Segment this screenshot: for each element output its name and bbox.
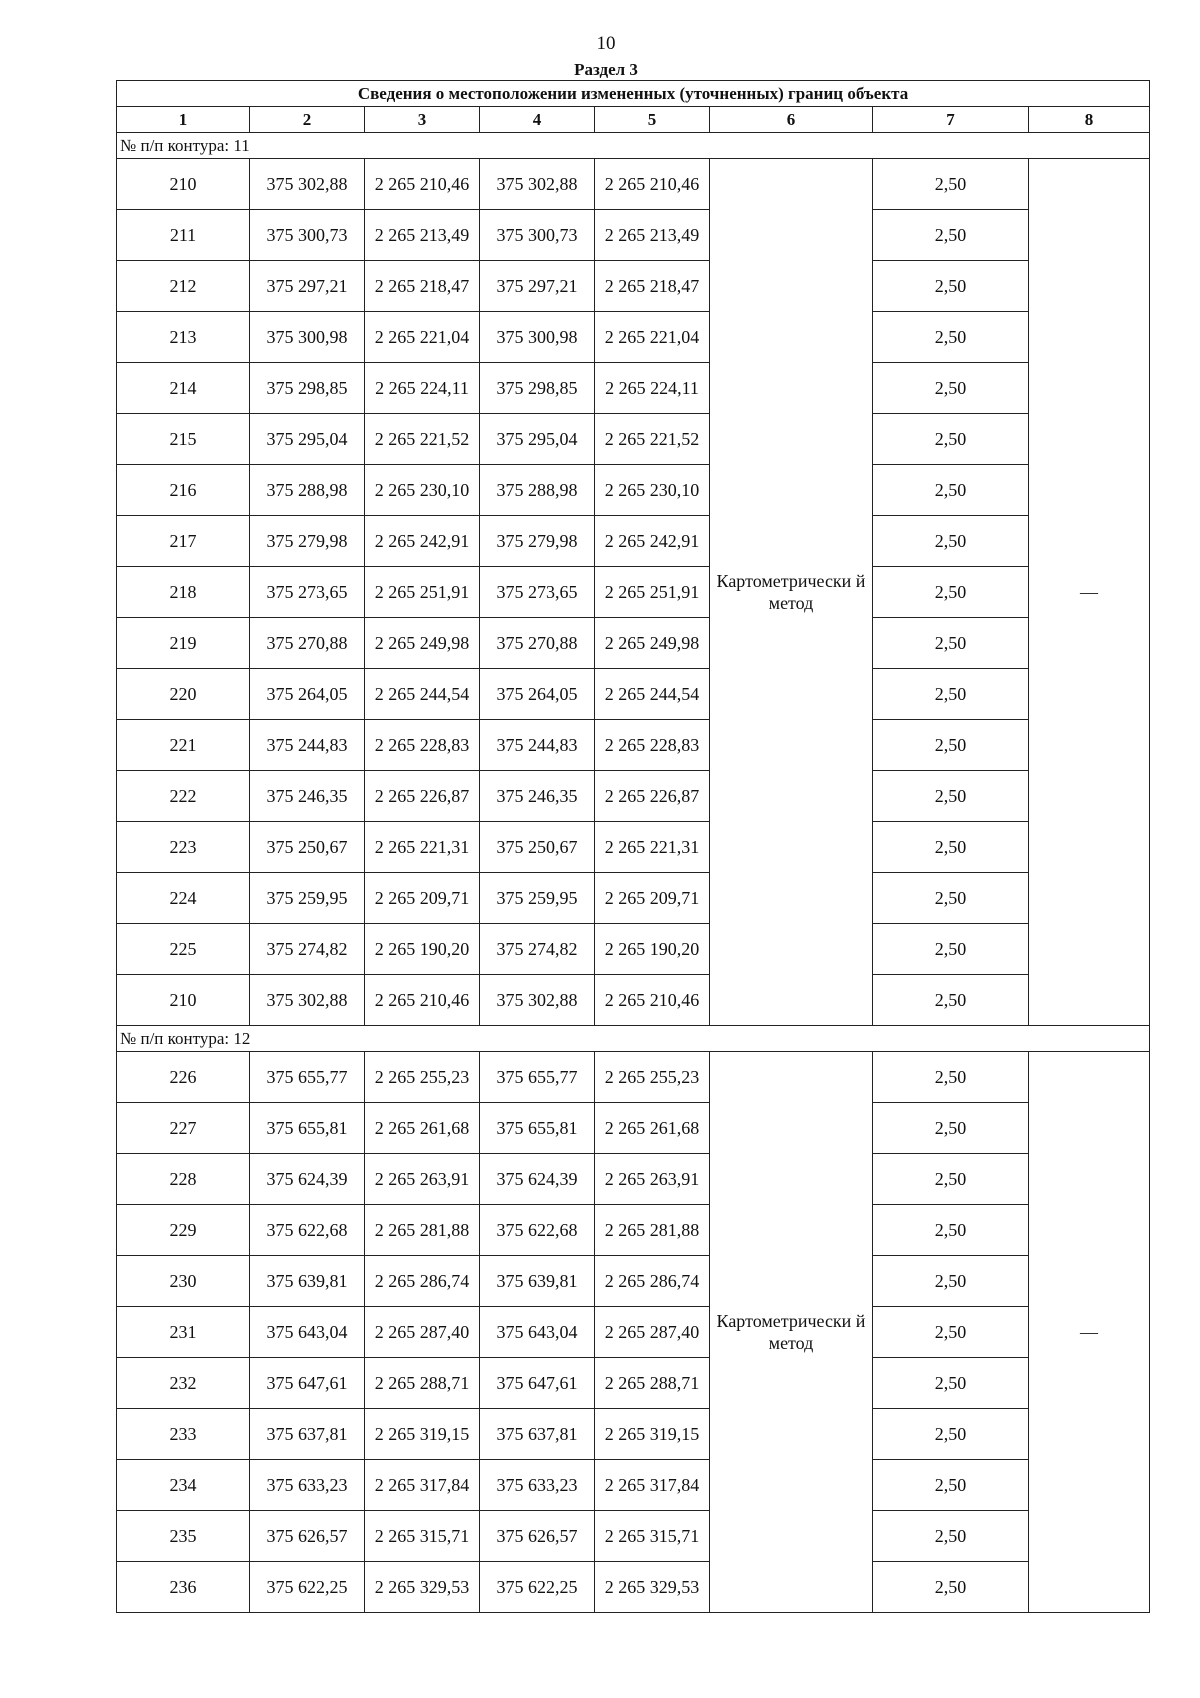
table-row (117, 261, 1150, 312)
point-number: 222 (117, 771, 250, 822)
x-coordinate-refined: 375 647,61 (480, 1358, 595, 1409)
y-coordinate-refined: 2 265 190,20 (595, 924, 710, 975)
x-coordinate-refined: 375 246,35 (480, 771, 595, 822)
x-coordinate-existing: 375 244,83 (250, 720, 365, 771)
x-coordinate-existing: 375 655,77 (250, 1052, 365, 1103)
y-coordinate-refined: 2 265 210,46 (595, 975, 710, 1026)
x-coordinate-refined: 375 302,88 (480, 159, 595, 210)
y-coordinate-existing: 2 265 255,23 (365, 1052, 480, 1103)
x-coordinate-existing: 375 637,81 (250, 1409, 365, 1460)
y-coordinate-refined: 2 265 218,47 (595, 261, 710, 312)
note-dash: — (1029, 1052, 1150, 1613)
x-coordinate-existing: 375 295,04 (250, 414, 365, 465)
x-coordinate-existing: 375 279,98 (250, 516, 365, 567)
accuracy-mt: 2,50 (873, 720, 1029, 771)
y-coordinate-existing: 2 265 287,40 (365, 1307, 480, 1358)
table-row (117, 159, 1150, 210)
y-coordinate-existing: 2 265 251,91 (365, 567, 480, 618)
point-number: 227 (117, 1103, 250, 1154)
y-coordinate-refined: 2 265 288,71 (595, 1358, 710, 1409)
x-coordinate-existing: 375 270,88 (250, 618, 365, 669)
y-coordinate-existing: 2 265 286,74 (365, 1256, 480, 1307)
accuracy-mt: 2,50 (873, 1205, 1029, 1256)
table-row (117, 1460, 1150, 1511)
x-coordinate-existing: 375 302,88 (250, 159, 365, 210)
determination-method: Картометрически й метод (710, 1052, 873, 1613)
x-coordinate-refined: 375 626,57 (480, 1511, 595, 1562)
table-row (117, 822, 1150, 873)
accuracy-mt: 2,50 (873, 1409, 1029, 1460)
point-number: 219 (117, 618, 250, 669)
x-coordinate-existing: 375 655,81 (250, 1103, 365, 1154)
point-number: 224 (117, 873, 250, 924)
point-number: 230 (117, 1256, 250, 1307)
contour-header-row (117, 133, 1150, 159)
x-coordinate-refined: 375 295,04 (480, 414, 595, 465)
table-row (117, 516, 1150, 567)
y-coordinate-refined: 2 265 221,52 (595, 414, 710, 465)
point-number: 218 (117, 567, 250, 618)
y-coordinate-existing: 2 265 224,11 (365, 363, 480, 414)
y-coordinate-existing: 2 265 210,46 (365, 975, 480, 1026)
y-coordinate-existing: 2 265 213,49 (365, 210, 480, 261)
accuracy-mt: 2,50 (873, 924, 1029, 975)
y-coordinate-existing: 2 265 244,54 (365, 669, 480, 720)
x-coordinate-refined: 375 639,81 (480, 1256, 595, 1307)
y-coordinate-existing: 2 265 190,20 (365, 924, 480, 975)
table-caption-row (117, 81, 1150, 107)
accuracy-mt: 2,50 (873, 363, 1029, 414)
table-row (117, 210, 1150, 261)
x-coordinate-existing: 375 259,95 (250, 873, 365, 924)
accuracy-mt: 2,50 (873, 516, 1029, 567)
y-coordinate-refined: 2 265 226,87 (595, 771, 710, 822)
x-coordinate-existing: 375 626,57 (250, 1511, 365, 1562)
x-coordinate-refined: 375 302,88 (480, 975, 595, 1026)
x-coordinate-refined: 375 288,98 (480, 465, 595, 516)
x-coordinate-refined: 375 300,73 (480, 210, 595, 261)
y-coordinate-existing: 2 265 249,98 (365, 618, 480, 669)
x-coordinate-refined: 375 622,68 (480, 1205, 595, 1256)
x-coordinate-existing: 375 298,85 (250, 363, 365, 414)
table-row (117, 363, 1150, 414)
point-number: 220 (117, 669, 250, 720)
table-caption: Сведения о местоположении измененных (уточненных) границ объекта (117, 81, 1150, 107)
x-coordinate-refined: 375 273,65 (480, 567, 595, 618)
accuracy-mt: 2,50 (873, 873, 1029, 924)
y-coordinate-existing: 2 265 230,10 (365, 465, 480, 516)
accuracy-mt: 2,50 (873, 1052, 1029, 1103)
accuracy-mt: 2,50 (873, 1511, 1029, 1562)
x-coordinate-existing: 375 297,21 (250, 261, 365, 312)
point-number: 236 (117, 1562, 250, 1613)
table-row (117, 975, 1150, 1026)
x-coordinate-existing: 375 622,68 (250, 1205, 365, 1256)
column-number: 5 (595, 107, 710, 133)
accuracy-mt: 2,50 (873, 1154, 1029, 1205)
accuracy-mt: 2,50 (873, 159, 1029, 210)
table-row (117, 1205, 1150, 1256)
table-row (117, 1562, 1150, 1613)
point-number: 210 (117, 975, 250, 1026)
y-coordinate-refined: 2 265 281,88 (595, 1205, 710, 1256)
x-coordinate-refined: 375 297,21 (480, 261, 595, 312)
table-row (117, 465, 1150, 516)
column-number: 6 (710, 107, 873, 133)
point-number: 234 (117, 1460, 250, 1511)
accuracy-mt: 2,50 (873, 210, 1029, 261)
y-coordinate-existing: 2 265 329,53 (365, 1562, 480, 1613)
y-coordinate-existing: 2 265 210,46 (365, 159, 480, 210)
y-coordinate-existing: 2 265 263,91 (365, 1154, 480, 1205)
table-row (117, 1103, 1150, 1154)
accuracy-mt: 2,50 (873, 1307, 1029, 1358)
table-row (117, 618, 1150, 669)
table-row (117, 312, 1150, 363)
column-number: 1 (117, 107, 250, 133)
y-coordinate-refined: 2 265 263,91 (595, 1154, 710, 1205)
y-coordinate-refined: 2 265 329,53 (595, 1562, 710, 1613)
point-number: 223 (117, 822, 250, 873)
x-coordinate-refined: 375 637,81 (480, 1409, 595, 1460)
x-coordinate-refined: 375 655,77 (480, 1052, 595, 1103)
accuracy-mt: 2,50 (873, 567, 1029, 618)
y-coordinate-existing: 2 265 315,71 (365, 1511, 480, 1562)
x-coordinate-existing: 375 302,88 (250, 975, 365, 1026)
point-number: 212 (117, 261, 250, 312)
x-coordinate-refined: 375 655,81 (480, 1103, 595, 1154)
accuracy-mt: 2,50 (873, 771, 1029, 822)
x-coordinate-refined: 375 643,04 (480, 1307, 595, 1358)
y-coordinate-refined: 2 265 317,84 (595, 1460, 710, 1511)
accuracy-mt: 2,50 (873, 975, 1029, 1026)
point-number: 210 (117, 159, 250, 210)
table-row (117, 567, 1150, 618)
x-coordinate-refined: 375 622,25 (480, 1562, 595, 1613)
point-number: 217 (117, 516, 250, 567)
y-coordinate-refined: 2 265 286,74 (595, 1256, 710, 1307)
y-coordinate-refined: 2 265 251,91 (595, 567, 710, 618)
y-coordinate-refined: 2 265 249,98 (595, 618, 710, 669)
section-title: Раздел 3 (574, 60, 638, 79)
contour-label: № п/п контура: 11 (117, 133, 1150, 159)
x-coordinate-existing: 375 300,98 (250, 312, 365, 363)
table-row (117, 873, 1150, 924)
accuracy-mt: 2,50 (873, 618, 1029, 669)
y-coordinate-existing: 2 265 242,91 (365, 516, 480, 567)
y-coordinate-existing: 2 265 221,04 (365, 312, 480, 363)
y-coordinate-refined: 2 265 315,71 (595, 1511, 710, 1562)
table-row (117, 1256, 1150, 1307)
x-coordinate-refined: 375 624,39 (480, 1154, 595, 1205)
x-coordinate-existing: 375 300,73 (250, 210, 365, 261)
y-coordinate-existing: 2 265 218,47 (365, 261, 480, 312)
point-number: 235 (117, 1511, 250, 1562)
accuracy-mt: 2,50 (873, 669, 1029, 720)
y-coordinate-refined: 2 265 228,83 (595, 720, 710, 771)
point-number: 215 (117, 414, 250, 465)
x-coordinate-existing: 375 274,82 (250, 924, 365, 975)
y-coordinate-refined: 2 265 213,49 (595, 210, 710, 261)
accuracy-mt: 2,50 (873, 261, 1029, 312)
x-coordinate-existing: 375 633,23 (250, 1460, 365, 1511)
y-coordinate-refined: 2 265 230,10 (595, 465, 710, 516)
y-coordinate-existing: 2 265 228,83 (365, 720, 480, 771)
coordinates-table (116, 80, 1150, 1613)
x-coordinate-refined: 375 279,98 (480, 516, 595, 567)
table-row (117, 924, 1150, 975)
table-row (117, 1154, 1150, 1205)
point-number: 211 (117, 210, 250, 261)
accuracy-mt: 2,50 (873, 822, 1029, 873)
y-coordinate-refined: 2 265 255,23 (595, 1052, 710, 1103)
y-coordinate-refined: 2 265 209,71 (595, 873, 710, 924)
point-number: 214 (117, 363, 250, 414)
accuracy-mt: 2,50 (873, 1562, 1029, 1613)
column-number: 8 (1029, 107, 1150, 133)
x-coordinate-refined: 375 264,05 (480, 669, 595, 720)
table-row (117, 414, 1150, 465)
table-row (117, 720, 1150, 771)
table-row (117, 669, 1150, 720)
x-coordinate-existing: 375 647,61 (250, 1358, 365, 1409)
y-coordinate-existing: 2 265 288,71 (365, 1358, 480, 1409)
table-row (117, 1307, 1150, 1358)
determination-method: Картометрически й метод (710, 159, 873, 1026)
x-coordinate-existing: 375 273,65 (250, 567, 365, 618)
accuracy-mt: 2,50 (873, 1460, 1029, 1511)
table-row (117, 1511, 1150, 1562)
column-number: 4 (480, 107, 595, 133)
contour-header-row (117, 1026, 1150, 1052)
contour-label: № п/п контура: 12 (117, 1026, 1150, 1052)
y-coordinate-refined: 2 265 221,31 (595, 822, 710, 873)
point-number: 213 (117, 312, 250, 363)
note-dash: — (1029, 159, 1150, 1026)
y-coordinate-existing: 2 265 221,52 (365, 414, 480, 465)
table-row (117, 1409, 1150, 1460)
x-coordinate-refined: 375 300,98 (480, 312, 595, 363)
x-coordinate-existing: 375 643,04 (250, 1307, 365, 1358)
point-number: 232 (117, 1358, 250, 1409)
page-number: 10 (596, 33, 616, 54)
accuracy-mt: 2,50 (873, 1358, 1029, 1409)
x-coordinate-refined: 375 298,85 (480, 363, 595, 414)
y-coordinate-refined: 2 265 224,11 (595, 363, 710, 414)
point-number: 221 (117, 720, 250, 771)
y-coordinate-refined: 2 265 242,91 (595, 516, 710, 567)
x-coordinate-existing: 375 622,25 (250, 1562, 365, 1613)
point-number: 225 (117, 924, 250, 975)
x-coordinate-existing: 375 250,67 (250, 822, 365, 873)
column-number: 2 (250, 107, 365, 133)
x-coordinate-existing: 375 639,81 (250, 1256, 365, 1307)
table-row (117, 771, 1150, 822)
y-coordinate-existing: 2 265 281,88 (365, 1205, 480, 1256)
y-coordinate-existing: 2 265 221,31 (365, 822, 480, 873)
point-number: 226 (117, 1052, 250, 1103)
x-coordinate-refined: 375 250,67 (480, 822, 595, 873)
y-coordinate-refined: 2 265 261,68 (595, 1103, 710, 1154)
accuracy-mt: 2,50 (873, 465, 1029, 516)
x-coordinate-refined: 375 259,95 (480, 873, 595, 924)
accuracy-mt: 2,50 (873, 1103, 1029, 1154)
point-number: 231 (117, 1307, 250, 1358)
column-number-row (117, 107, 1150, 133)
y-coordinate-refined: 2 265 319,15 (595, 1409, 710, 1460)
accuracy-mt: 2,50 (873, 414, 1029, 465)
y-coordinate-existing: 2 265 317,84 (365, 1460, 480, 1511)
y-coordinate-existing: 2 265 319,15 (365, 1409, 480, 1460)
y-coordinate-refined: 2 265 221,04 (595, 312, 710, 363)
point-number: 216 (117, 465, 250, 516)
x-coordinate-refined: 375 244,83 (480, 720, 595, 771)
column-number: 7 (873, 107, 1029, 133)
table-row (117, 1052, 1150, 1103)
y-coordinate-existing: 2 265 226,87 (365, 771, 480, 822)
accuracy-mt: 2,50 (873, 1256, 1029, 1307)
x-coordinate-refined: 375 274,82 (480, 924, 595, 975)
y-coordinate-refined: 2 265 210,46 (595, 159, 710, 210)
y-coordinate-refined: 2 265 287,40 (595, 1307, 710, 1358)
x-coordinate-existing: 375 264,05 (250, 669, 365, 720)
x-coordinate-refined: 375 633,23 (480, 1460, 595, 1511)
x-coordinate-existing: 375 288,98 (250, 465, 365, 516)
table-row (117, 1358, 1150, 1409)
x-coordinate-existing: 375 624,39 (250, 1154, 365, 1205)
y-coordinate-refined: 2 265 244,54 (595, 669, 710, 720)
column-number: 3 (365, 107, 480, 133)
x-coordinate-existing: 375 246,35 (250, 771, 365, 822)
point-number: 228 (117, 1154, 250, 1205)
x-coordinate-refined: 375 270,88 (480, 618, 595, 669)
y-coordinate-existing: 2 265 261,68 (365, 1103, 480, 1154)
point-number: 229 (117, 1205, 250, 1256)
y-coordinate-existing: 2 265 209,71 (365, 873, 480, 924)
accuracy-mt: 2,50 (873, 312, 1029, 363)
point-number: 233 (117, 1409, 250, 1460)
